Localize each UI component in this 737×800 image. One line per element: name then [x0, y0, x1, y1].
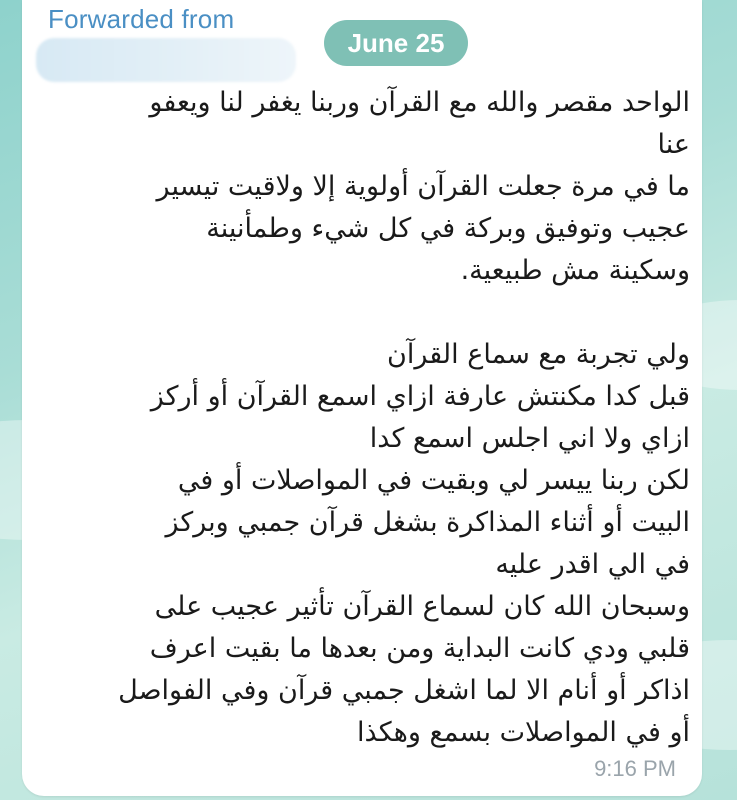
forwarded-label[interactable]: Forwarded from	[48, 4, 235, 34]
message-line: في الي اقدر عليه	[495, 549, 690, 580]
message-bubble[interactable]	[22, 0, 702, 796]
message-line: ما في مرة جعلت القرآن أولوية إلا ولاقيت تيسير	[156, 171, 690, 202]
message-text	[38, 82, 690, 754]
message-line: قلبي ودي كانت البداية ومن بعدها ما بقيت اعرف	[149, 633, 690, 664]
message-timestamp: 9:16 PM	[594, 756, 676, 781]
message-line: ازاي ولا اني اجلس اسمع كدا	[369, 423, 690, 454]
message-line: وسبحان الله كان لسماع القرآن تأثير عجيب على	[154, 591, 690, 622]
message-line: لكن ربنا ييسر لي وبقيت في المواصلات أو في	[177, 465, 690, 496]
message-line: الواحد مقصر والله مع القرآن وربنا يغفر لنا ويعفو	[149, 87, 690, 118]
message-line: وسكينة مش طبيعية.	[460, 255, 690, 286]
redacted-sender-name	[36, 38, 296, 82]
message-line: اذاكر أو أنام الا لما اشغل جمبي قرآن وفي الفواصل	[118, 675, 690, 706]
message-line: ولي تجربة مع سماع القرآن	[387, 339, 690, 370]
date-badge: June 25	[324, 20, 468, 66]
message-blank-line	[38, 292, 690, 334]
message-line: أو في المواصلات بسمع وهكذا	[357, 717, 690, 748]
message-line: عنا	[657, 129, 690, 160]
message-line: البيت أو أثناء المذاكرة بشغل قرآن جمبي وبركز	[165, 507, 690, 538]
message-line: عجيب وتوفيق وبركة في كل شيء وطمأنينة	[206, 213, 690, 244]
message-line: قبل كدا مكنتش عارفة ازاي اسمع القرآن أو أركز	[150, 381, 690, 412]
